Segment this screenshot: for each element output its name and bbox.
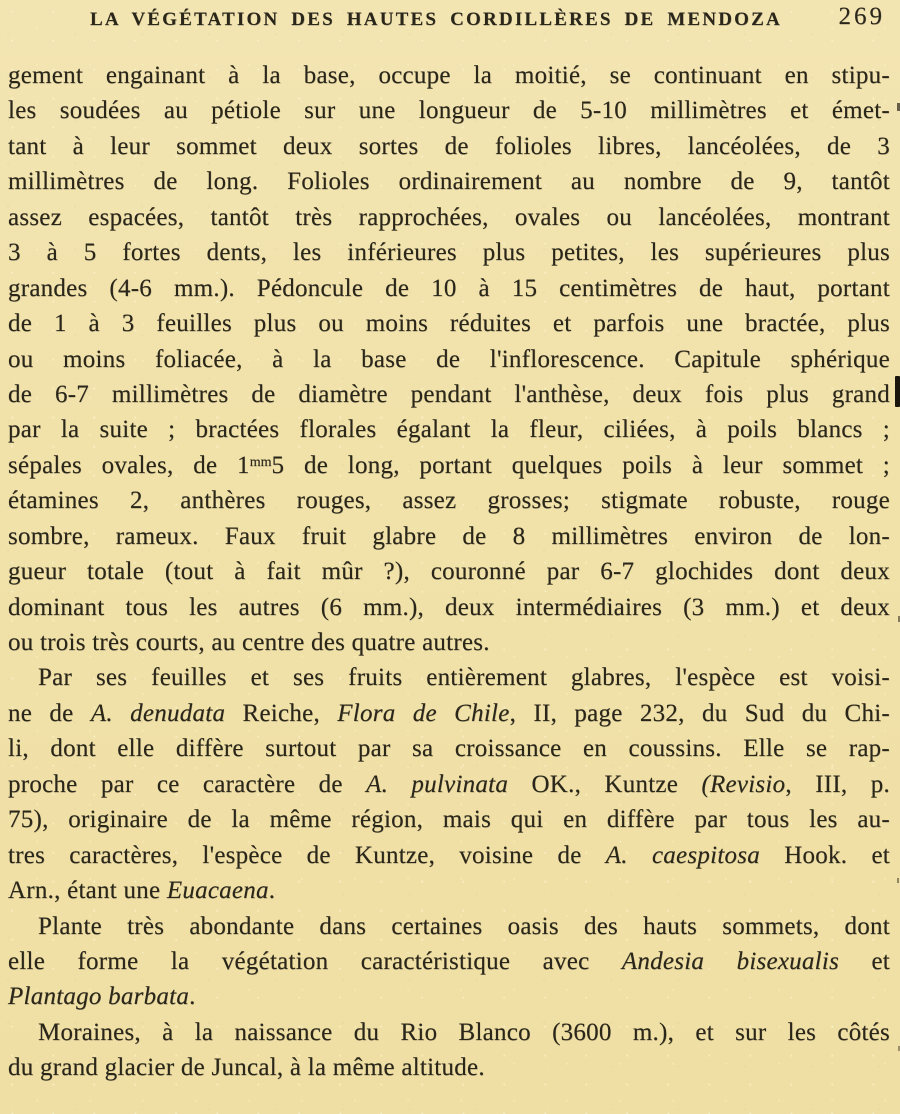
text-segment: de 1 à 3 feuilles plus ou moins réduites et parfois une bractée, plus xyxy=(8,310,890,338)
text-line xyxy=(8,200,890,235)
text-line xyxy=(8,660,890,695)
text-segment: Reiche, xyxy=(225,699,338,727)
text-segment: Moraines, à la naissance du Rio Blanco (3600 m.), et sur les côtés xyxy=(38,1018,890,1046)
text-line xyxy=(8,483,890,518)
text-line xyxy=(8,554,890,589)
italic-text: A. pulvinata xyxy=(366,770,509,798)
text-segment: 5 de long, portant quelques poils à leur sommet ; xyxy=(271,451,891,479)
text-line xyxy=(8,306,890,341)
scan-artifact-right-edge xyxy=(895,376,900,407)
superscript-text: mm xyxy=(249,454,272,470)
text-line xyxy=(8,767,890,802)
text-line xyxy=(8,58,890,93)
text-segment: ou trois très courts, au centre des quatre autres. xyxy=(8,629,490,656)
text-line xyxy=(8,802,890,837)
text-segment: par la suite ; bractées florales égalant la fleur, ciliées, à poils blancs ; xyxy=(8,416,890,444)
italic-text: A. denudata xyxy=(90,699,226,727)
italic-text: (Revisio xyxy=(701,770,786,798)
text-segment: gueur totale (tout à fait mûr ?), couronné par 6-7 glochides dont deux xyxy=(8,558,890,586)
text-line xyxy=(8,873,890,908)
text-line xyxy=(8,625,890,660)
text-segment: de 6-7 millimètres de diamètre pendant l'anthèse, deux fois plus grand xyxy=(8,380,890,408)
text-segment: OK., Kuntze xyxy=(508,770,702,798)
text-line xyxy=(8,164,890,199)
running-header xyxy=(0,0,900,40)
italic-text: Plantago barbata xyxy=(8,983,190,1011)
italic-text: Flora de Chile xyxy=(337,699,510,727)
text-segment: tres caractères, l'espèce de Kuntze, voisine de xyxy=(8,841,606,869)
text-line xyxy=(8,979,890,1014)
text-line xyxy=(8,519,890,554)
text-segment: sépales ovales, de 1 xyxy=(8,451,250,479)
text-segment: du grand glacier de Juncal, à la même altitude. xyxy=(8,1054,485,1082)
text-segment: tant à leur sommet deux sortes de folioles libres, lancéolées, de 3 xyxy=(8,132,890,160)
header-title: LA VÉGÉTATION DES HAUTES CORDILLÈRES DE MENDOZA xyxy=(90,9,782,30)
text-segment: dominant tous les autres (6 mm.), deux intermédiaires (3 mm.) et deux xyxy=(8,593,890,621)
text-line xyxy=(8,1050,890,1085)
text-line xyxy=(8,696,890,731)
text-line xyxy=(8,448,890,483)
text-segment: ou moins foliacée, à la base de l'inflorescence. Capitule sphérique xyxy=(8,345,890,373)
text-segment: Arn., étant une xyxy=(8,877,167,905)
text-segment: elle forme la végétation caractéristique avec xyxy=(8,947,622,975)
text-line xyxy=(8,342,890,377)
page-number: 269 xyxy=(838,3,885,30)
text-line xyxy=(8,412,890,447)
text-segment: grandes (4-6 mm.). Pédoncule de 10 à 15 centimètres de haut, portant xyxy=(8,274,890,302)
scan-artifact-right-edge xyxy=(897,878,899,883)
text-line xyxy=(8,129,890,164)
italic-text: Euacaena xyxy=(166,877,269,905)
text-line xyxy=(8,93,890,128)
text-line xyxy=(8,731,890,766)
text-line xyxy=(8,590,890,625)
text-segment: 75), originaire de la même région, mais qui en diffère par tous les au- xyxy=(8,806,890,834)
text-segment: 3 à 5 fortes dents, les inférieures plus petites, les supérieures plus xyxy=(8,239,890,267)
text-segment: Par ses feuilles et ses fruits entièrement glabres, l'espèce est voisi- xyxy=(38,664,890,692)
text-segment: . xyxy=(189,983,196,1011)
text-line xyxy=(8,235,890,270)
text-segment: . xyxy=(268,877,276,905)
text-segment: li, dont elle diffère surtout par sa croissance en coussins. Elle se rap- xyxy=(8,735,890,763)
text-segment: les soudées au pétiole sur une longueur de 5-10 millimètres et émet- xyxy=(8,97,890,125)
text-segment: assez espacées, tantôt très rapprochées, ovales ou lancéolées, montrant xyxy=(8,203,890,231)
text-segment: sombre, rameux. Faux fruit glabre de 8 millimètres environ de lon- xyxy=(8,522,890,550)
text-segment: étamines 2, anthères rouges, assez grosses; stigmate robuste, rouge xyxy=(8,487,890,515)
page-body xyxy=(8,58,890,1086)
text-segment: proche par ce caractère de xyxy=(8,770,367,798)
text-segment: ne de xyxy=(8,699,91,727)
text-line xyxy=(8,838,890,873)
text-segment: gement engainant à la base, occupe la moitié, se continuant en stipu- xyxy=(8,62,890,89)
text-line xyxy=(8,909,890,944)
text-segment: Plante très abondante dans certaines oasis des hauts sommets, dont xyxy=(38,912,890,940)
text-line xyxy=(8,944,890,979)
italic-text: Andesia bisexualis xyxy=(621,947,840,975)
text-segment: millimètres de long. Folioles ordinairement au nombre de 9, tantôt xyxy=(8,168,890,196)
text-line xyxy=(8,1015,890,1050)
text-segment: et xyxy=(839,947,891,975)
text-segment: Hook. et xyxy=(760,841,890,869)
italic-text: A. caespitosa xyxy=(605,841,761,869)
text-line xyxy=(8,271,890,306)
text-segment: , III, p. xyxy=(785,770,890,798)
text-line xyxy=(8,377,890,412)
text-segment: , II, page 232, du Sud du Chi- xyxy=(509,699,890,727)
